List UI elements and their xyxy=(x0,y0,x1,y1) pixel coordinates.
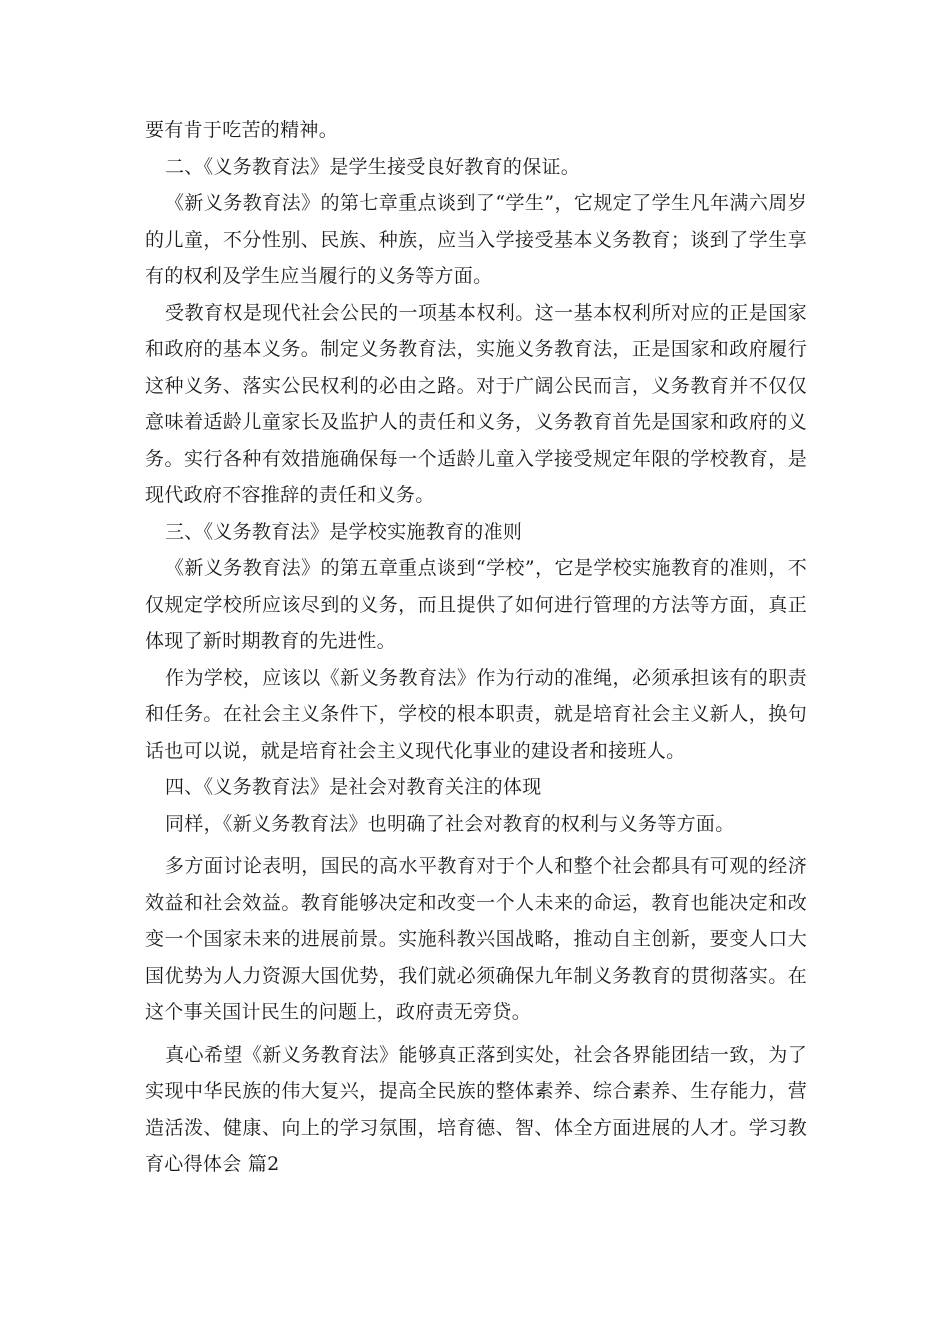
paragraph-school-duty: 作为学校，应该以《新义务教育法》作为行动的准绳，必须承担该有的职责和任务。在社会主义条件下，学校的根本职责，就是培育社会主义新人，换句话也可以说，就是培育社会主义现代化事业的建设者和接班人。 xyxy=(145,666,807,762)
paragraph-society-rights: 同样，《新义务教育法》也明确了社会对教育的权利与义务等方面。 xyxy=(165,812,735,835)
paragraph-school-chapter: 《新义务教育法》的第五章重点谈到“学校”，它是学校实施教育的准则，不仅规定学校所应该尽到的义务，而且提供了如何进行管理的方法等方面，真正体现了新时期教育的先进性。 xyxy=(145,557,807,652)
paragraph-students: 《新义务教育法》的第七章重点谈到了“学生”，它规定了学生凡年满六周岁的儿童，不分性别、民族、种族，应当入学接受基本义务教育；谈到了学生享有的权利及学生应当履行的义务等方面。 xyxy=(145,192,807,287)
section-heading-2: 二、《义务教育法》是学生接受良好教育的保证。 xyxy=(165,155,581,178)
paragraph-right-to-education: 受教育权是现代社会公民的一项基本权利。这一基本权利所对应的正是国家和政府的基本义务。制定义务教育法，实施义务教育法，正是国家和政府履行这种义务、落实公民权利的必由之路。对于广阔公民而言，义务教育并不仅仅意味着适龄儿童家长及监护人的责任和义务，义务教育首先是国家和政府的义务。实行各种有效措施确保每一个适龄儿童入学接受规定年限的学校教育，是现代政府不容推辞的责任和义务。 xyxy=(145,301,807,506)
section-heading-4: 四、《义务教育法》是社会对教育关注的体现 xyxy=(165,776,542,798)
paragraph-closing: 真心希望《新义务教育法》能够真正落到实处，社会各界能团结一致，为了实现中华民族的伟大复兴，提高全民族的整体素养、综合素养、生存能力，营造活泼、健康、向上的学习氛围，培育德、智、体全方面进展的人才。学习教育心得体会 篇2 xyxy=(145,1043,807,1175)
document-body xyxy=(145,112,807,1183)
paragraph-benefits: 多方面讨论表明，国民的高水平教育对于个人和整个社会都具有可观的经济效益和社会效益。教育能够决定和改变一个人未来的命运，教育也能决定和改变一个国家未来的进展前景。实施科教兴国战略，推动自主创新，要变人口大国优势为人力资源大国优势，我们就必须确保九年制义务教育的贯彻落实。在这个事关国计民生的问题上，政府责无旁贷。 xyxy=(145,855,807,1023)
section-heading-3: 三、《义务教育法》是学校实施教育的准则 xyxy=(165,520,523,543)
paragraph-continuation: 要有肯于吃苦的精神。 xyxy=(145,119,339,141)
